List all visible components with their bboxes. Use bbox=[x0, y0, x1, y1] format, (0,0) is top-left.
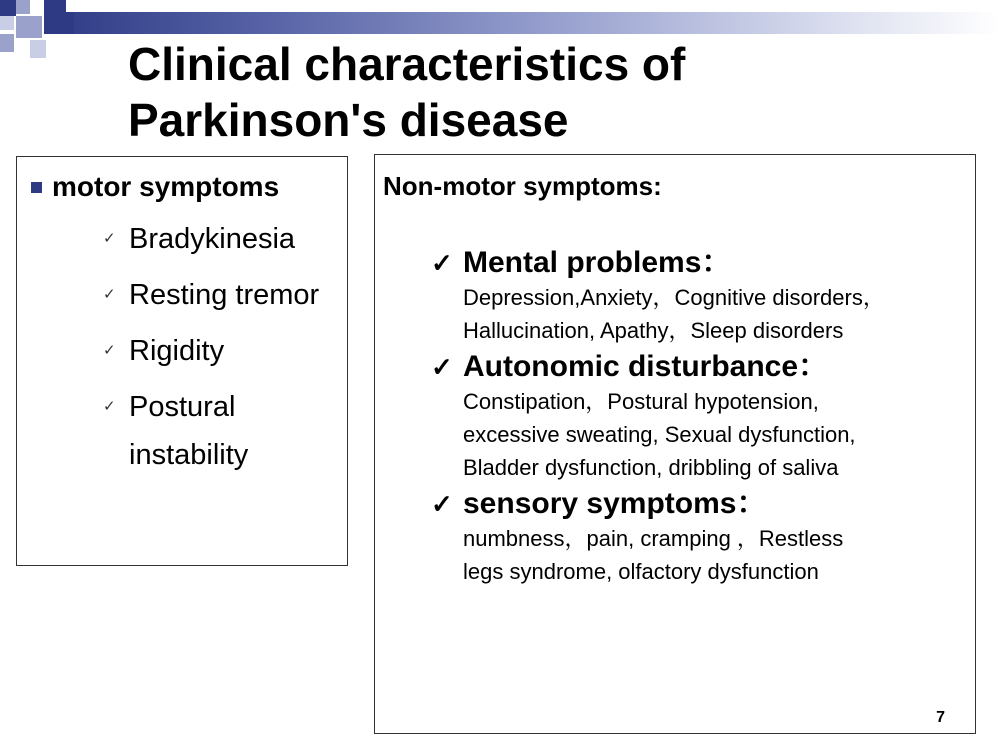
slide-title bbox=[128, 36, 988, 148]
list-item bbox=[103, 271, 343, 319]
check-icon: ✓ bbox=[431, 248, 453, 278]
check-icon: ✓ bbox=[103, 230, 116, 247]
slide-title-line1: Clinical characteristics of bbox=[128, 38, 686, 90]
list-item bbox=[431, 349, 977, 484]
motor-item-text: Rigidity bbox=[129, 335, 225, 367]
page-number: 7 bbox=[936, 709, 945, 726]
motor-list bbox=[103, 215, 343, 487]
decor-square bbox=[44, 12, 74, 34]
decor-square bbox=[44, 0, 66, 12]
non-motor-heading: Non-motor symptoms: bbox=[383, 171, 662, 201]
category-line: excessive sweating, Sexual dysfunction, bbox=[463, 422, 856, 447]
category-line: numbness，pain, cramping ，Restless bbox=[463, 526, 844, 551]
motor-item-text: Resting tremor bbox=[129, 279, 320, 311]
decor-square bbox=[0, 16, 14, 30]
decor-square bbox=[0, 0, 16, 16]
motor-item-text: Postural instability bbox=[129, 391, 249, 471]
category-line: Hallucination, Apathy，Sleep disorders bbox=[463, 318, 844, 343]
square-bullet-icon bbox=[31, 182, 42, 193]
category-line: Bladder dysfunction, dribbling of saliva bbox=[463, 455, 839, 480]
motor-heading bbox=[31, 169, 279, 205]
category-line: legs syndrome, olfactory dysfunction bbox=[463, 559, 819, 584]
check-icon: ✓ bbox=[103, 398, 116, 415]
decor-square bbox=[30, 40, 46, 58]
check-icon: ✓ bbox=[431, 489, 453, 519]
decor-square bbox=[16, 0, 30, 14]
list-item bbox=[103, 327, 343, 375]
motor-heading-text: motor symptoms bbox=[52, 171, 280, 202]
category-title: Mental problems： bbox=[463, 246, 732, 279]
category-line: Depression,Anxiety，Cognitive disorders， bbox=[463, 285, 885, 310]
slide-title-line2: Parkinson's disease bbox=[128, 94, 569, 146]
category-title: sensory symptoms： bbox=[463, 487, 767, 520]
non-motor-symptoms-box bbox=[374, 154, 976, 734]
header-gradient-band bbox=[44, 12, 1000, 34]
category-line: Constipation，Postural hypotension, bbox=[463, 389, 819, 414]
check-icon: ✓ bbox=[431, 352, 453, 382]
check-icon: ✓ bbox=[103, 342, 116, 359]
non-motor-list bbox=[431, 245, 977, 590]
list-item bbox=[431, 245, 977, 347]
check-icon: ✓ bbox=[103, 286, 116, 303]
list-item bbox=[103, 383, 343, 479]
motor-symptoms-box bbox=[16, 156, 348, 566]
list-item bbox=[431, 486, 977, 588]
category-title: Autonomic disturbance： bbox=[463, 350, 829, 383]
decor-square bbox=[16, 16, 42, 38]
motor-item-text: Bradykinesia bbox=[129, 223, 296, 255]
decor-square bbox=[0, 34, 14, 52]
list-item bbox=[103, 215, 343, 263]
